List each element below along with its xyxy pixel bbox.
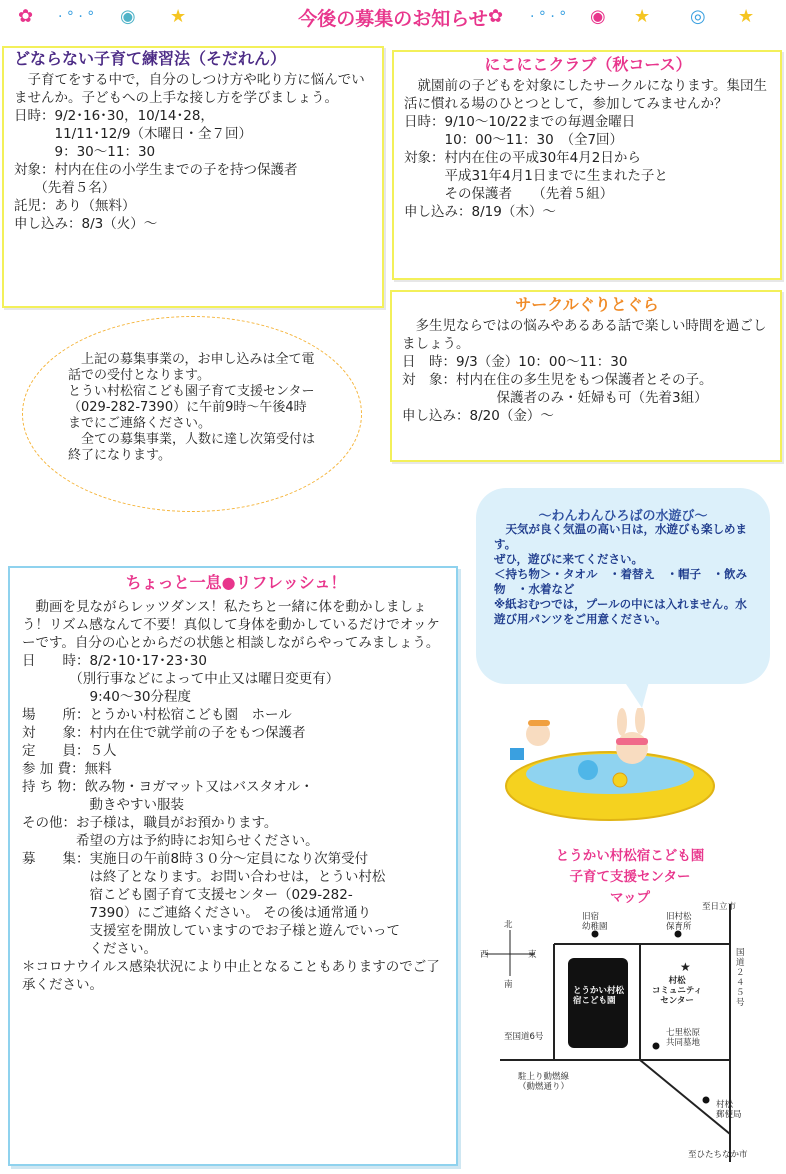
bubble-tail — [622, 678, 650, 708]
bubble-dots-icon: · ° · ° — [58, 9, 95, 25]
map-title-line-1: とうかい村松宿こども園 — [555, 848, 705, 864]
refresh-panel — [8, 566, 458, 1166]
apple-icon: ● — [221, 573, 236, 592]
map-title-line-2: 子育て支援センター — [569, 869, 691, 885]
label-kyu-muramatsu: 旧村松 保育所 — [666, 912, 692, 932]
snail-icon: ◎ — [690, 6, 706, 27]
compass-south: 南 — [504, 980, 513, 990]
refresh-items-2: 動きやすい服装 — [22, 797, 184, 813]
circle-intro: 多生児ならではの悩みやあるある話で楽しい時間を過ごしましょう。 — [402, 318, 767, 352]
sodaren-childcare: 託児：あり（無料） — [14, 198, 136, 214]
refresh-other-1: その他：お子様は，職員がお預かります。 — [22, 815, 278, 831]
post-office-marker — [703, 1097, 710, 1104]
refresh-title-right: リフレッシュ！ — [235, 573, 347, 592]
water-play-text: 天気が良く気温の高い日は，水遊びも楽しめます。 ぜひ，遊びに来てください。 ＜持ち物＞・タオル ・着替え ・帽子 ・飲み物 ・水着など ※紙おむつでは，プールの中には入れません。水遊び用パンツをご用意ください。 — [494, 522, 747, 626]
niconico-intro: 就園前の子どもを対象にしたサークルになります。集団生活に慣れる場のひとつとして，参加してみませんか？ — [404, 78, 768, 112]
refresh-title-left: ちょっと一息 — [125, 573, 222, 592]
refresh-intro: 動画を見ながらレッツダンス！私たちと一緒に体を動かしましょう！リズム感なんて不要！真似して身体を動かしているだけでオッケーです。自分の心とからだの状態と相談しながらやってみましょう。 — [22, 599, 440, 651]
sodaren-title: どならない子育て練習法（そだれん） — [14, 49, 287, 68]
notice-text: 上記の募集事業の，お申し込みは全て電話での受付となります。 とうい村松宿こども園子育て支援センター（029-282-7390）に午前9時～午後4時までにご連絡ください。 全ての募集事業，人数に達し次第受付は終了になります。 — [68, 352, 316, 463]
label-railway: 駐上り動燃線 （動燃通り） — [518, 1072, 570, 1092]
circle-apply: 申し込み：8/20（金）～ — [402, 408, 554, 424]
circle-date: 日 時：9/3（金）10：00～11：30 — [402, 354, 628, 370]
refresh-date-note: （別行事などによって中止又は曜日変更有） — [22, 671, 340, 687]
water-play-title: ～わんわんひろばの水遊び～ — [538, 509, 708, 524]
compass-north: 北 — [504, 920, 513, 930]
sodaren-target: 対象：村内在住の小学生までの子を持つ保護者 — [14, 162, 298, 178]
cemetery-marker — [653, 1043, 660, 1050]
sodaren-time: 9：30～11：30 — [14, 144, 156, 160]
refresh-fee: 参 加 費：無料 — [22, 761, 112, 777]
niconico-target-2: 平成31年4月1日までに生まれた子と — [404, 168, 668, 184]
map-title-line-3: マップ — [610, 890, 650, 906]
refresh-covid-note: ＊コロナウイルス感染状況により中止となることもありますのでご了承ください。 — [22, 959, 440, 993]
refresh-apply-2: は終了となります。お問い合わせは，とうい村松 — [22, 869, 386, 885]
refresh-apply-1: 募 集：実施日の午前8時３０分～定員になり次第受付 — [22, 851, 369, 867]
map — [470, 900, 770, 1162]
label-hitachi: 至日立市 — [702, 902, 737, 912]
refresh-date: 日 時：8/2･10･17･23･30 — [22, 653, 207, 669]
douen-road — [640, 1060, 730, 1134]
starfish-icon: ★ — [738, 6, 755, 27]
circle-target-note: 保護者のみ・妊婦も可（先着3組） — [402, 390, 708, 406]
coral-icon: ✿ — [18, 6, 34, 27]
niconico-date: 日時：9/10～10/22までの毎週金曜日 — [404, 114, 636, 130]
center-star: ★ — [680, 960, 691, 974]
pool-illustration — [500, 708, 720, 824]
compass-west: 西 — [480, 950, 489, 960]
shell-icon: ◉ — [120, 6, 136, 27]
sodaren-apply: 申し込み：8/3（火）～ — [14, 216, 158, 232]
label-school: とうかい村松 宿こども園 — [573, 986, 625, 1006]
circle-target: 対 象：村内在住の多生児をもつ保護者とその子。 — [402, 372, 713, 388]
refresh-apply-6: ください。 — [22, 941, 157, 957]
label-kokudo: 国 道 ２ ４ ５ 号 — [736, 948, 745, 1008]
label-hitachinaka: 至ひたちなか市 — [688, 1150, 748, 1160]
refresh-apply-3: 宿こども園子育て支援センター（029-282- — [22, 887, 353, 903]
shell-icon: ◉ — [590, 6, 606, 27]
niconico-title: にこにこクラブ（秋コース） — [484, 55, 692, 74]
refresh-apply-4: 7390）にご連絡ください。 その後は通常通り — [22, 905, 372, 921]
circle-title: サークルぐりとぐら — [515, 295, 659, 314]
sodaren-intro: 子育てをする中で，自分のしつけ方や叱り方に悩んでいませんか。子どもへの上手な接し方を学びましょう。 — [14, 72, 365, 106]
refresh-time: 9:40～30分程度 — [22, 689, 191, 705]
refresh-place: 場 所：とうかい村松宿こども園 ホール — [22, 707, 292, 723]
bubble-dots-icon: · ° · ° — [530, 9, 567, 25]
label-route6: 至国道6号 — [504, 1032, 544, 1042]
sodaren-panel — [2, 46, 384, 308]
niconico-target-1: 対象：村内在住の平成30年4月2日から — [404, 150, 641, 166]
label-center: 村松 コミュニティ センター — [652, 976, 703, 1006]
sodaren-date-2: 11/11･12/9（木曜日・全７回） — [14, 126, 252, 142]
niconico-panel — [392, 50, 782, 280]
label-cemetery: 七里松原 共同墓地 — [666, 1028, 701, 1048]
refresh-items-1: 持 ち 物：飲み物・ヨガマット又はバスタオル・ — [22, 779, 314, 795]
refresh-capacity: 定 員：５人 — [22, 743, 117, 759]
coral-icon: ✿ — [488, 6, 504, 27]
page-title: 今後の募集のお知らせ — [298, 8, 488, 30]
niconico-target-3: その保護者 （先着５組） — [404, 186, 614, 202]
refresh-title — [22, 574, 450, 592]
refresh-other-2: 希望の方は予約時にお知らせください。 — [22, 833, 319, 849]
niconico-time: 10：00～11：30 （全7回） — [404, 132, 624, 148]
starfish-icon: ★ — [634, 6, 651, 27]
label-post-office: 村松 郵便局 — [716, 1100, 742, 1120]
compass-east: 東 — [528, 950, 537, 960]
starfish-icon: ★ — [170, 6, 187, 27]
refresh-apply-5: 支援室を開放していますのでお子様と遊んでいって — [22, 923, 400, 939]
label-kyuko-yochien: 旧宿 幼稚園 — [582, 912, 608, 932]
refresh-target: 対 象：村内在住で就学前の子をもつ保護者 — [22, 725, 306, 741]
circle-panel — [390, 290, 782, 462]
sodaren-capacity: （先着５名） — [14, 180, 116, 196]
niconico-apply: 申し込み：8/19（木）～ — [404, 204, 556, 220]
sodaren-date-1: 日時：9/2･16･30，10/14･28， — [14, 108, 214, 124]
